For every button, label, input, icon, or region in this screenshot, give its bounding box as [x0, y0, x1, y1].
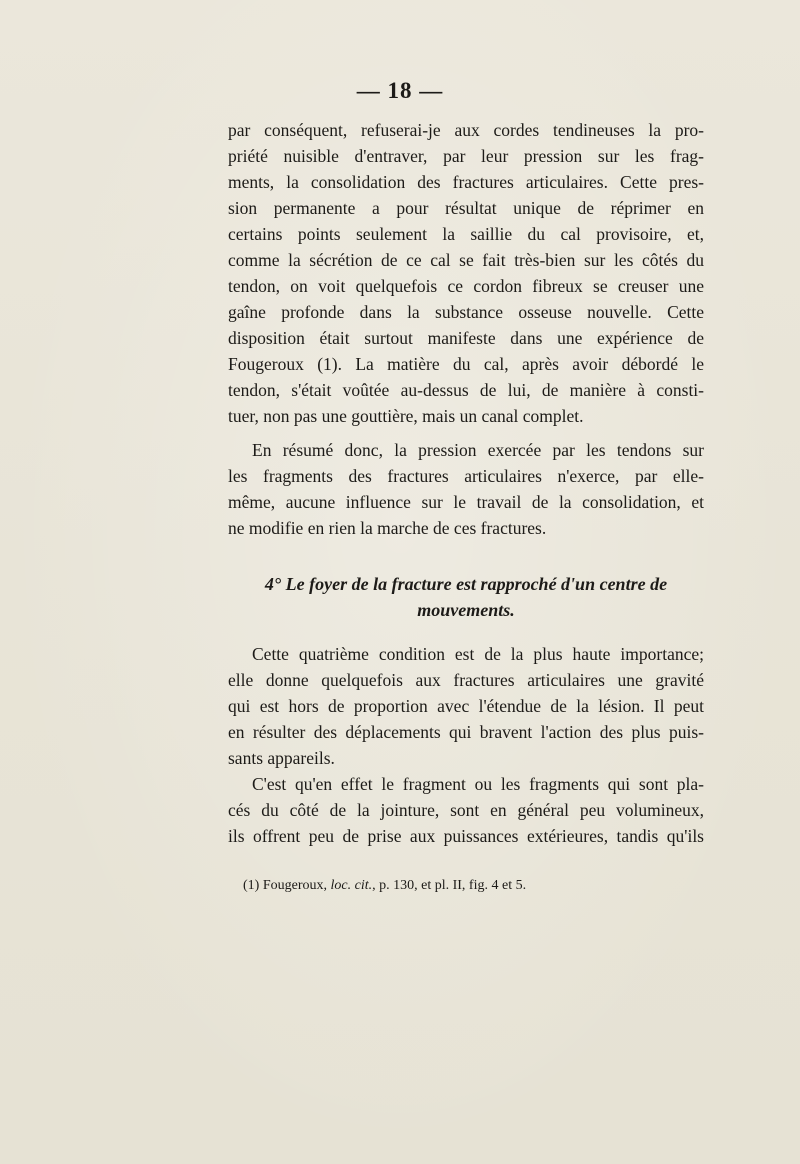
- section-heading-line: mouvements.: [417, 600, 515, 620]
- text-line: cés du côté de la jointure, sont en général peu volumineux,: [228, 800, 704, 820]
- paragraph-1: [228, 117, 704, 429]
- footnote-prefix: (1) Fougeroux,: [243, 878, 331, 893]
- text-line: les fragments des fractures articulaires n'exerce, par elle-: [228, 466, 704, 486]
- text-line: par conséquent, refuserai-je aux cordes tendineuses la pro-: [228, 120, 704, 140]
- text-line: même, aucune influence sur le travail de la consolidation, et: [228, 492, 704, 512]
- text-line: elle donne quelquefois aux fractures articulaires une gravité: [228, 670, 704, 690]
- text-line: sion permanente a pour résultat unique de réprimer en: [228, 198, 704, 218]
- footnote-citation: loc. cit.: [330, 878, 373, 893]
- text-line: ne modifie en rien la marche de ces fractures.: [228, 518, 547, 538]
- paragraph-2: [228, 437, 704, 541]
- text-line: tuer, non pas une gouttière, mais un canal complet.: [228, 406, 584, 426]
- text-line: ils offrent peu de prise aux puissances extérieures, tandis qu'ils: [228, 826, 704, 846]
- text-line: En résumé donc, la pression exercée par les tendons sur: [252, 440, 704, 460]
- paragraph-4: [228, 771, 704, 849]
- text-line: gaîne profonde dans la substance osseuse nouvelle. Cette: [228, 302, 704, 322]
- text-line: C'est qu'en effet le fragment ou les fragments qui sont pla-: [252, 774, 704, 794]
- text-line: Fougeroux (1). La matière du cal, après avoir débordé le: [228, 354, 704, 374]
- text-line: tendon, s'était voûtée au-dessus de lui, de manière à consti-: [228, 380, 704, 400]
- section-heading: [228, 571, 704, 623]
- footnote: [243, 876, 526, 896]
- text-line: sants appareils.: [228, 748, 335, 768]
- page-number: — 18 —: [356, 78, 444, 103]
- text-line: en résulter des déplacements qui bravent l'action des plus puis-: [228, 722, 704, 742]
- text-line: priété nuisible d'entraver, par leur pression sur les frag-: [228, 146, 704, 166]
- footnote-suffix: , p. 130, et pl. II, fig. 4 et 5.: [372, 878, 527, 893]
- text-line: certains points seulement la saillie du cal provisoire, et,: [228, 224, 704, 244]
- section-heading-line: 4° Le foyer de la fracture est rapproché d'un centre de: [264, 574, 668, 594]
- paragraph-3: [228, 641, 704, 771]
- text-line: Cette quatrième condition est de la plus haute importance;: [252, 644, 704, 664]
- text-line: qui est hors de proportion avec l'étendue de la lésion. Il peut: [228, 696, 704, 716]
- text-line: tendon, on voit quelquefois ce cordon fibreux se creuser une: [228, 276, 704, 296]
- text-line: ments, la consolidation des fractures articulaires. Cette pres-: [228, 172, 704, 192]
- text-line: disposition était surtout manifeste dans une expérience de: [228, 328, 704, 348]
- text-line: comme la sécrétion de ce cal se fait très-bien sur les côtés du: [228, 250, 704, 270]
